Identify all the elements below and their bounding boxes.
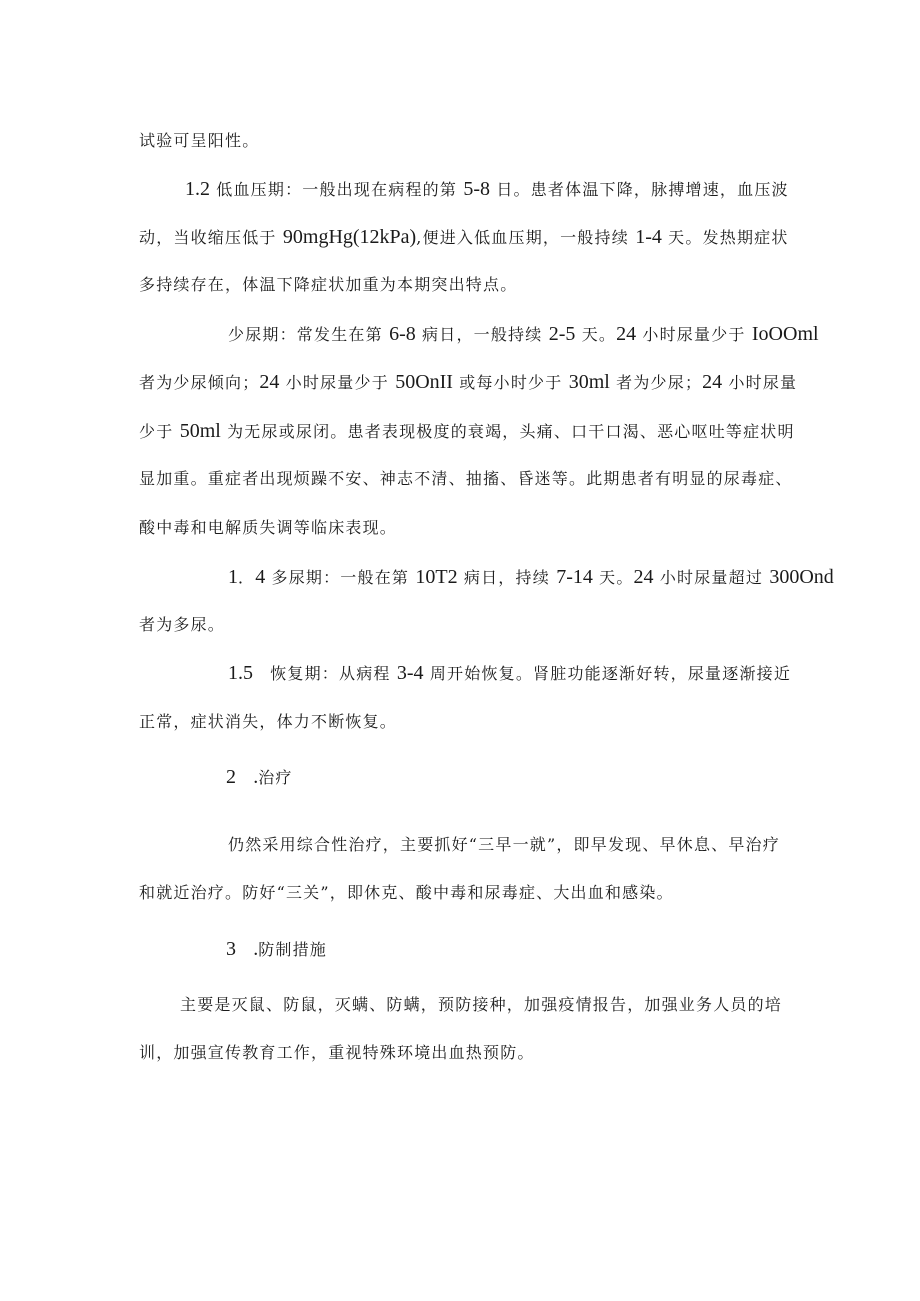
text-line: 1.5 恢复期：从病程 3-4 周开始恢复。肾脏功能逐渐好转，尿量逐渐接近 (228, 662, 792, 684)
text-line: 多持续存在，体温下降症状加重为本期突出特点。 (139, 275, 518, 294)
text-line: 和就近治疗。防好“三关”，即休克、酸中毒和尿毒症、大出血和感染。 (139, 883, 674, 902)
section-heading: 2 .治疗 (226, 766, 293, 788)
text-line: 正常，症状消失，体力不断恢复。 (139, 712, 398, 731)
text-line: 仍然采用综合性治疗，主要抓好“三早一就”，即早发现、早休息、早治疗 (228, 835, 780, 854)
text-line: 少尿期：常发生在第 6-8 病日，一般持续 2-5 天。24 小时尿量少于 IoOOml (228, 323, 819, 345)
section-heading: 3 .防制措施 (226, 938, 328, 960)
text-line: 1.2 低血压期：一般出现在病程的第 5-8 日。患者体温下降，脉搏增速，血压波 (185, 178, 789, 200)
text-line: 者为少尿倾向；24 小时尿量少于 50OnII 或每小时少于 30ml 者为少尿；24 小时尿量 (139, 371, 798, 393)
text-line: 酸中毒和电解质失调等临床表现。 (139, 518, 398, 537)
text-line: 者为多尿。 (139, 615, 226, 634)
text-line: 少于 50ml 为无尿或尿闭。患者表现极度的衰竭，头痛、口干口渴、恶心呕吐等症状明 (139, 420, 795, 442)
text-line: 1．4 多尿期：一般在第 10T2 病日，持续 7-14 天。24 小时尿量超过 300Ond (228, 566, 834, 588)
text-line: 主要是灭鼠、防鼠，灭螨、防螨，预防接种，加强疫情报告，加强业务人员的培 (180, 995, 783, 1014)
text-line: 显加重。重症者出现烦躁不安、神志不清、抽搐、昏迷等。此期患者有明显的尿毒症、 (139, 469, 793, 488)
text-line: 试验可呈阳性。 (139, 131, 260, 150)
text-line: 动，当收缩压低于 90mgHg(12kPa),便进入低血压期，一般持续 1-4 天。发热期症状 (139, 226, 789, 248)
text-line: 训，加强宣传教育工作，重视特殊环境出血热预防。 (139, 1043, 535, 1062)
